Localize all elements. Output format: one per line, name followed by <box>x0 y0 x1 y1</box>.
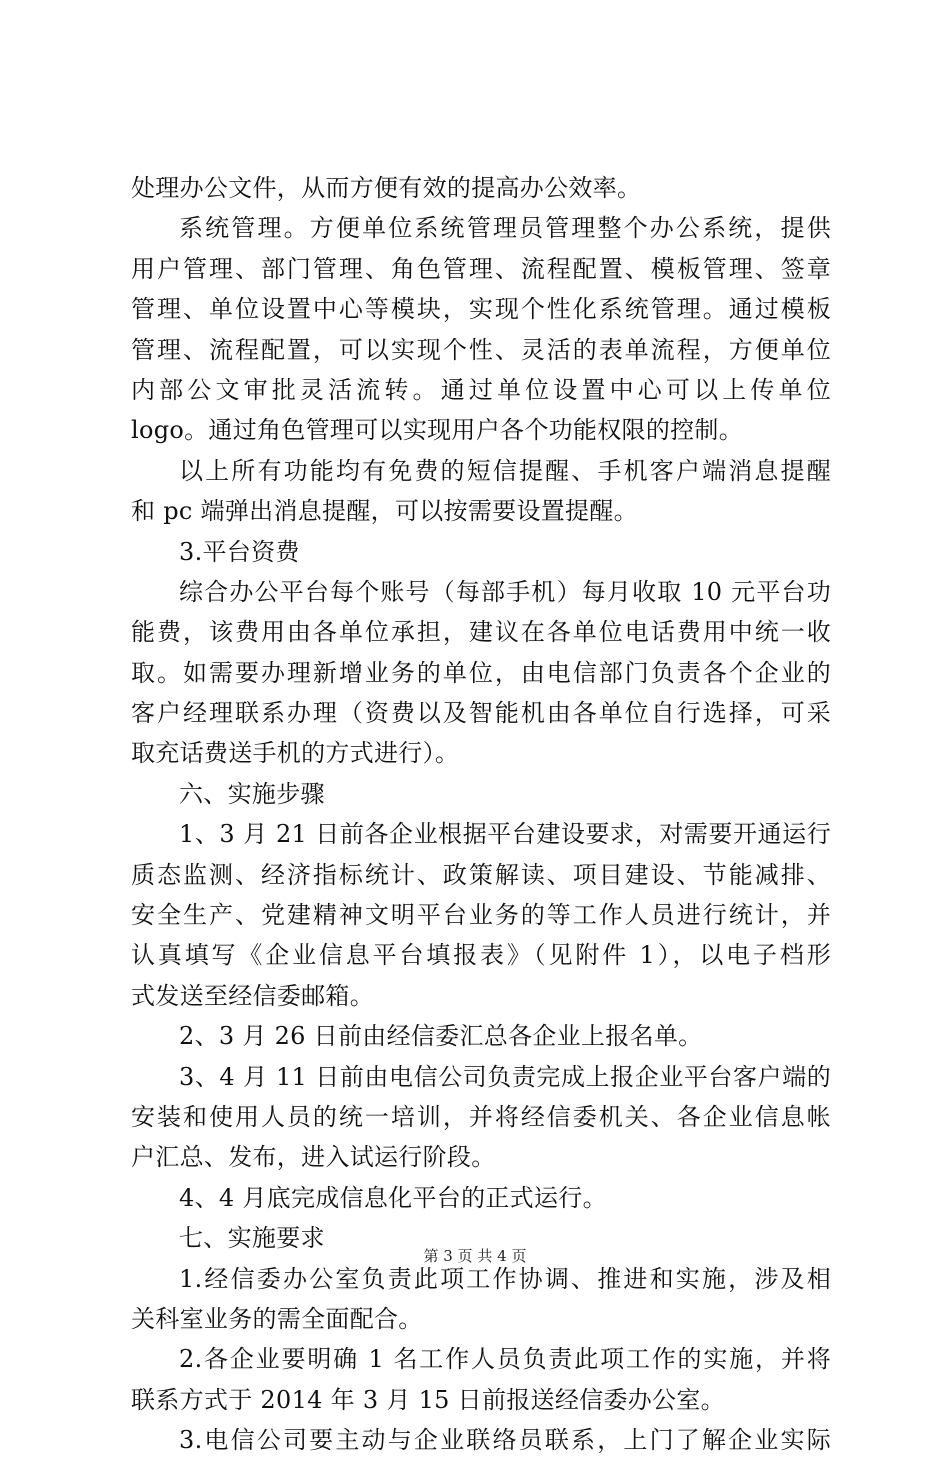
text-line: 质态监测、经济指标统计、政策解读、项目建设、节能减排、 <box>131 860 831 889</box>
text-line: 客户经理联系办理（资费以及智能机由各单位自行选择，可采 <box>131 699 831 728</box>
text-line: 管理、单位设置中心等模块，实现个性化系统管理。通过模板 <box>131 295 831 324</box>
text-line: 联系方式于 2014 年 3 月 15 日前报送经信委办公室。 <box>131 1385 725 1414</box>
text-line: 3、4 月 11 日前由电信公司负责完成上报企业平台客户端的 <box>179 1062 831 1091</box>
text-line: 七、实施要求 <box>179 1224 325 1253</box>
text-line: 管理、流程配置，可以实现个性、灵活的表单流程，方便单位 <box>131 335 831 364</box>
page-footer: 第 3 页 共 4 页 <box>423 1247 527 1265</box>
text-line: 3.平台资费 <box>179 537 300 566</box>
text-line: 1、3 月 21 日前各企业根据平台建设要求，对需要开通运行 <box>179 820 831 849</box>
document-body <box>131 168 831 1461</box>
text-line: 认真填写《企业信息平台填报表》（见附件 1），以电子档形 <box>131 941 831 970</box>
text-line: 取。如需要办理新增业务的单位，由电信部门负责各个企业的 <box>131 658 831 687</box>
text-line: 3.电信公司要主动与企业联络员联系，上门了解企业实际 <box>179 1426 831 1455</box>
text-line: 关科室业务的需全面配合。 <box>131 1304 423 1333</box>
text-line: 六、实施步骤 <box>179 779 325 808</box>
text-line: 和 pc 端弹出消息提醒，可以按需要设置提醒。 <box>131 497 638 526</box>
text-line: 能费，该费用由各单位承担，建议在各单位电话费用中统一收 <box>131 618 831 647</box>
text-line: 2、3 月 26 日前由经信委汇总各企业上报名单。 <box>179 1022 703 1051</box>
text-line: 4、4 月底完成信息化平台的正式运行。 <box>179 1183 607 1212</box>
text-line: 以上所有功能均有免费的短信提醒、手机客户端消息提醒 <box>179 456 831 485</box>
text-line: 处理办公文件，从而方便有效的提高办公效率。 <box>131 174 642 202</box>
text-line: 安全生产、党建精神文明平台业务的等工作人员进行统计，并 <box>131 901 831 930</box>
text-line: 户汇总、发布，进入试运行阶段。 <box>131 1143 496 1172</box>
text-line: 用户管理、部门管理、角色管理、流程配置、模板管理、签章 <box>131 254 831 283</box>
text-line: 2.各企业要明确 1 名工作人员负责此项工作的实施，并将 <box>179 1345 831 1374</box>
text-line: 内部公文审批灵活流转。通过单位设置中心可以上传单位 <box>131 375 831 404</box>
text-line: 式发送至经信委邮箱。 <box>131 981 374 1010</box>
text-line: logo。通过角色管理可以实现用户各个功能权限的控制。 <box>131 416 744 445</box>
text-line: 综合办公平台每个账号（每部手机）每月收取 10 元平台功 <box>179 577 831 606</box>
text-line: 取充话费送手机的方式进行）。 <box>131 739 460 768</box>
text-line: 安装和使用人员的统一培训，并将经信委机关、各企业信息帐 <box>131 1102 831 1131</box>
text-line: 1.经信委办公室负责此项工作协调、推进和实施，涉及相 <box>179 1264 831 1293</box>
text-line: 系统管理。方便单位系统管理员管理整个办公系统，提供 <box>179 214 831 243</box>
